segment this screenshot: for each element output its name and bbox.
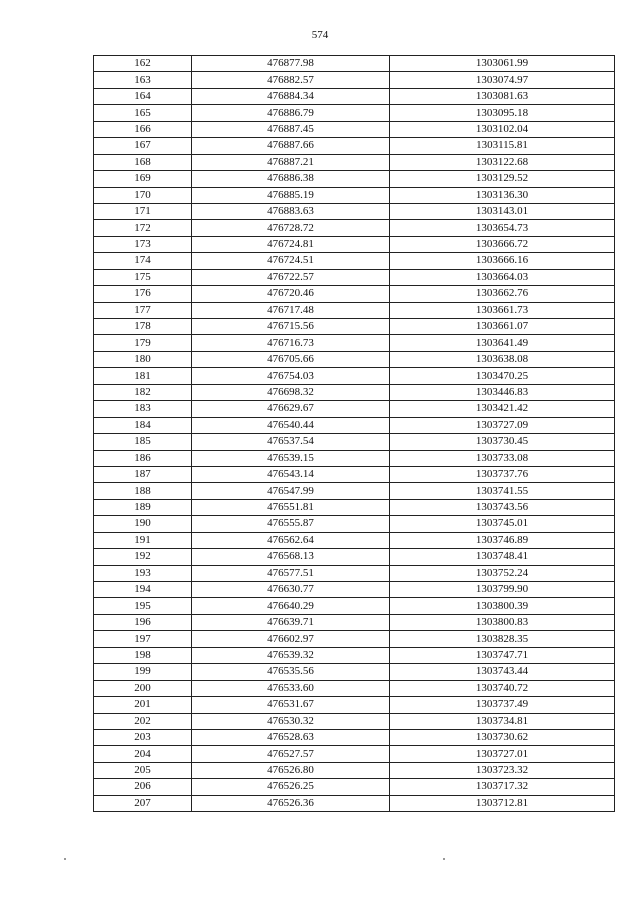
table-row [94, 434, 615, 450]
table-row [94, 664, 615, 680]
x-coordinate-cell: 476629.67 [192, 401, 390, 417]
point-number-cell: 188 [94, 483, 192, 499]
y-coordinate-cell: 1303730.62 [390, 729, 615, 745]
table-row [94, 499, 615, 515]
x-coordinate-cell: 476724.51 [192, 253, 390, 269]
x-coordinate-cell: 476531.67 [192, 697, 390, 713]
x-coordinate-cell: 476527.57 [192, 746, 390, 762]
x-coordinate-cell: 476882.57 [192, 72, 390, 88]
x-coordinate-cell: 476540.44 [192, 417, 390, 433]
x-coordinate-cell: 476724.81 [192, 236, 390, 252]
point-number-cell: 172 [94, 220, 192, 236]
table-row [94, 582, 615, 598]
table-row [94, 220, 615, 236]
y-coordinate-cell: 1303737.76 [390, 466, 615, 482]
x-coordinate-cell: 476884.34 [192, 88, 390, 104]
y-coordinate-cell: 1303737.49 [390, 697, 615, 713]
point-number-cell: 184 [94, 417, 192, 433]
point-number-cell: 206 [94, 779, 192, 795]
x-coordinate-cell: 476630.77 [192, 582, 390, 598]
page-number: 574 [311, 29, 329, 41]
table-row [94, 319, 615, 335]
y-coordinate-cell: 1303074.97 [390, 72, 615, 88]
y-coordinate-cell: 1303061.99 [390, 56, 615, 72]
table-row [94, 417, 615, 433]
x-coordinate-cell: 476720.46 [192, 286, 390, 302]
x-coordinate-cell: 476640.29 [192, 598, 390, 614]
point-number-cell: 166 [94, 121, 192, 137]
table-row [94, 368, 615, 384]
table-row [94, 187, 615, 203]
y-coordinate-cell: 1303666.16 [390, 253, 615, 269]
table-row [94, 138, 615, 154]
y-coordinate-cell: 1303741.55 [390, 483, 615, 499]
point-number-cell: 183 [94, 401, 192, 417]
point-number-cell: 207 [94, 795, 192, 811]
y-coordinate-cell: 1303638.08 [390, 351, 615, 367]
y-coordinate-cell: 1303664.03 [390, 269, 615, 285]
y-coordinate-cell: 1303654.73 [390, 220, 615, 236]
x-coordinate-cell: 476877.98 [192, 56, 390, 72]
point-number-cell: 165 [94, 105, 192, 121]
table-row [94, 401, 615, 417]
point-number-cell: 193 [94, 565, 192, 581]
coordinates-table-body [94, 56, 615, 812]
y-coordinate-cell: 1303446.83 [390, 384, 615, 400]
y-coordinate-cell: 1303745.01 [390, 516, 615, 532]
y-coordinate-cell: 1303743.56 [390, 499, 615, 515]
point-number-cell: 189 [94, 499, 192, 515]
y-coordinate-cell: 1303723.32 [390, 762, 615, 778]
table-row [94, 269, 615, 285]
point-number-cell: 173 [94, 236, 192, 252]
y-coordinate-cell: 1303661.07 [390, 319, 615, 335]
x-coordinate-cell: 476530.32 [192, 713, 390, 729]
x-coordinate-cell: 476698.32 [192, 384, 390, 400]
x-coordinate-cell: 476533.60 [192, 680, 390, 696]
table-row [94, 450, 615, 466]
x-coordinate-cell: 476526.80 [192, 762, 390, 778]
point-number-cell: 191 [94, 532, 192, 548]
y-coordinate-cell: 1303129.52 [390, 171, 615, 187]
table-row [94, 614, 615, 630]
point-number-cell: 202 [94, 713, 192, 729]
point-number-cell: 203 [94, 729, 192, 745]
table-row [94, 253, 615, 269]
y-coordinate-cell: 1303717.32 [390, 779, 615, 795]
y-coordinate-cell: 1303752.24 [390, 565, 615, 581]
x-coordinate-cell: 476526.36 [192, 795, 390, 811]
point-number-cell: 199 [94, 664, 192, 680]
table-row [94, 565, 615, 581]
x-coordinate-cell: 476555.87 [192, 516, 390, 532]
y-coordinate-cell: 1303081.63 [390, 88, 615, 104]
y-coordinate-cell: 1303800.39 [390, 598, 615, 614]
point-number-cell: 190 [94, 516, 192, 532]
y-coordinate-cell: 1303727.09 [390, 417, 615, 433]
y-coordinate-cell: 1303115.81 [390, 138, 615, 154]
y-coordinate-cell: 1303730.45 [390, 434, 615, 450]
point-number-cell: 182 [94, 384, 192, 400]
table-row [94, 549, 615, 565]
x-coordinate-cell: 476543.14 [192, 466, 390, 482]
x-coordinate-cell: 476526.25 [192, 779, 390, 795]
x-coordinate-cell: 476537.54 [192, 434, 390, 450]
point-number-cell: 179 [94, 335, 192, 351]
scan-speck [443, 858, 445, 860]
table-row [94, 713, 615, 729]
table-row [94, 779, 615, 795]
point-number-cell: 181 [94, 368, 192, 384]
point-number-cell: 187 [94, 466, 192, 482]
y-coordinate-cell: 1303102.04 [390, 121, 615, 137]
x-coordinate-cell: 476754.03 [192, 368, 390, 384]
scan-speck [64, 858, 66, 860]
table-row [94, 335, 615, 351]
point-number-cell: 168 [94, 154, 192, 170]
x-coordinate-cell: 476883.63 [192, 203, 390, 219]
x-coordinate-cell: 476535.56 [192, 664, 390, 680]
x-coordinate-cell: 476885.19 [192, 187, 390, 203]
y-coordinate-cell: 1303666.72 [390, 236, 615, 252]
point-number-cell: 197 [94, 631, 192, 647]
table-row [94, 154, 615, 170]
table-row [94, 532, 615, 548]
x-coordinate-cell: 476562.64 [192, 532, 390, 548]
y-coordinate-cell: 1303734.81 [390, 713, 615, 729]
x-coordinate-cell: 476577.51 [192, 565, 390, 581]
table-row [94, 483, 615, 499]
table-row [94, 680, 615, 696]
table-row [94, 236, 615, 252]
point-number-cell: 194 [94, 582, 192, 598]
x-coordinate-cell: 476539.15 [192, 450, 390, 466]
table-row [94, 56, 615, 72]
table-row [94, 203, 615, 219]
y-coordinate-cell: 1303662.76 [390, 286, 615, 302]
point-number-cell: 163 [94, 72, 192, 88]
table-row [94, 746, 615, 762]
table-row [94, 171, 615, 187]
y-coordinate-cell: 1303799.90 [390, 582, 615, 598]
point-number-cell: 170 [94, 187, 192, 203]
point-number-cell: 192 [94, 549, 192, 565]
x-coordinate-cell: 476705.66 [192, 351, 390, 367]
x-coordinate-cell: 476639.71 [192, 614, 390, 630]
y-coordinate-cell: 1303421.42 [390, 401, 615, 417]
table-row [94, 647, 615, 663]
x-coordinate-cell: 476728.72 [192, 220, 390, 236]
x-coordinate-cell: 476717.48 [192, 302, 390, 318]
point-number-cell: 198 [94, 647, 192, 663]
y-coordinate-cell: 1303828.35 [390, 631, 615, 647]
table-row [94, 105, 615, 121]
y-coordinate-cell: 1303095.18 [390, 105, 615, 121]
coordinates-table [93, 55, 615, 812]
point-number-cell: 204 [94, 746, 192, 762]
x-coordinate-cell: 476568.13 [192, 549, 390, 565]
point-number-cell: 196 [94, 614, 192, 630]
table-row [94, 697, 615, 713]
point-number-cell: 177 [94, 302, 192, 318]
y-coordinate-cell: 1303748.41 [390, 549, 615, 565]
y-coordinate-cell: 1303122.68 [390, 154, 615, 170]
x-coordinate-cell: 476887.45 [192, 121, 390, 137]
y-coordinate-cell: 1303733.08 [390, 450, 615, 466]
table-row [94, 384, 615, 400]
y-coordinate-cell: 1303727.01 [390, 746, 615, 762]
x-coordinate-cell: 476886.79 [192, 105, 390, 121]
point-number-cell: 175 [94, 269, 192, 285]
x-coordinate-cell: 476528.63 [192, 729, 390, 745]
table-row [94, 598, 615, 614]
point-number-cell: 164 [94, 88, 192, 104]
table-row [94, 88, 615, 104]
point-number-cell: 205 [94, 762, 192, 778]
x-coordinate-cell: 476886.38 [192, 171, 390, 187]
y-coordinate-cell: 1303800.83 [390, 614, 615, 630]
y-coordinate-cell: 1303661.73 [390, 302, 615, 318]
table-row [94, 72, 615, 88]
y-coordinate-cell: 1303746.89 [390, 532, 615, 548]
point-number-cell: 167 [94, 138, 192, 154]
x-coordinate-cell: 476887.66 [192, 138, 390, 154]
y-coordinate-cell: 1303470.25 [390, 368, 615, 384]
table-row [94, 466, 615, 482]
point-number-cell: 180 [94, 351, 192, 367]
point-number-cell: 186 [94, 450, 192, 466]
point-number-cell: 174 [94, 253, 192, 269]
point-number-cell: 176 [94, 286, 192, 302]
point-number-cell: 171 [94, 203, 192, 219]
table-row [94, 516, 615, 532]
table-row [94, 762, 615, 778]
y-coordinate-cell: 1303712.81 [390, 795, 615, 811]
y-coordinate-cell: 1303740.72 [390, 680, 615, 696]
point-number-cell: 195 [94, 598, 192, 614]
y-coordinate-cell: 1303136.30 [390, 187, 615, 203]
table-row [94, 351, 615, 367]
table-row [94, 729, 615, 745]
y-coordinate-cell: 1303743.44 [390, 664, 615, 680]
point-number-cell: 201 [94, 697, 192, 713]
table-row [94, 795, 615, 811]
y-coordinate-cell: 1303747.71 [390, 647, 615, 663]
x-coordinate-cell: 476602.97 [192, 631, 390, 647]
x-coordinate-cell: 476716.73 [192, 335, 390, 351]
table-row [94, 631, 615, 647]
y-coordinate-cell: 1303641.49 [390, 335, 615, 351]
y-coordinate-cell: 1303143.01 [390, 203, 615, 219]
point-number-cell: 185 [94, 434, 192, 450]
table-row [94, 286, 615, 302]
x-coordinate-cell: 476539.32 [192, 647, 390, 663]
point-number-cell: 169 [94, 171, 192, 187]
point-number-cell: 200 [94, 680, 192, 696]
x-coordinate-cell: 476551.81 [192, 499, 390, 515]
point-number-cell: 178 [94, 319, 192, 335]
x-coordinate-cell: 476547.99 [192, 483, 390, 499]
x-coordinate-cell: 476715.56 [192, 319, 390, 335]
table-row [94, 121, 615, 137]
x-coordinate-cell: 476887.21 [192, 154, 390, 170]
x-coordinate-cell: 476722.57 [192, 269, 390, 285]
point-number-cell: 162 [94, 56, 192, 72]
table-row [94, 302, 615, 318]
